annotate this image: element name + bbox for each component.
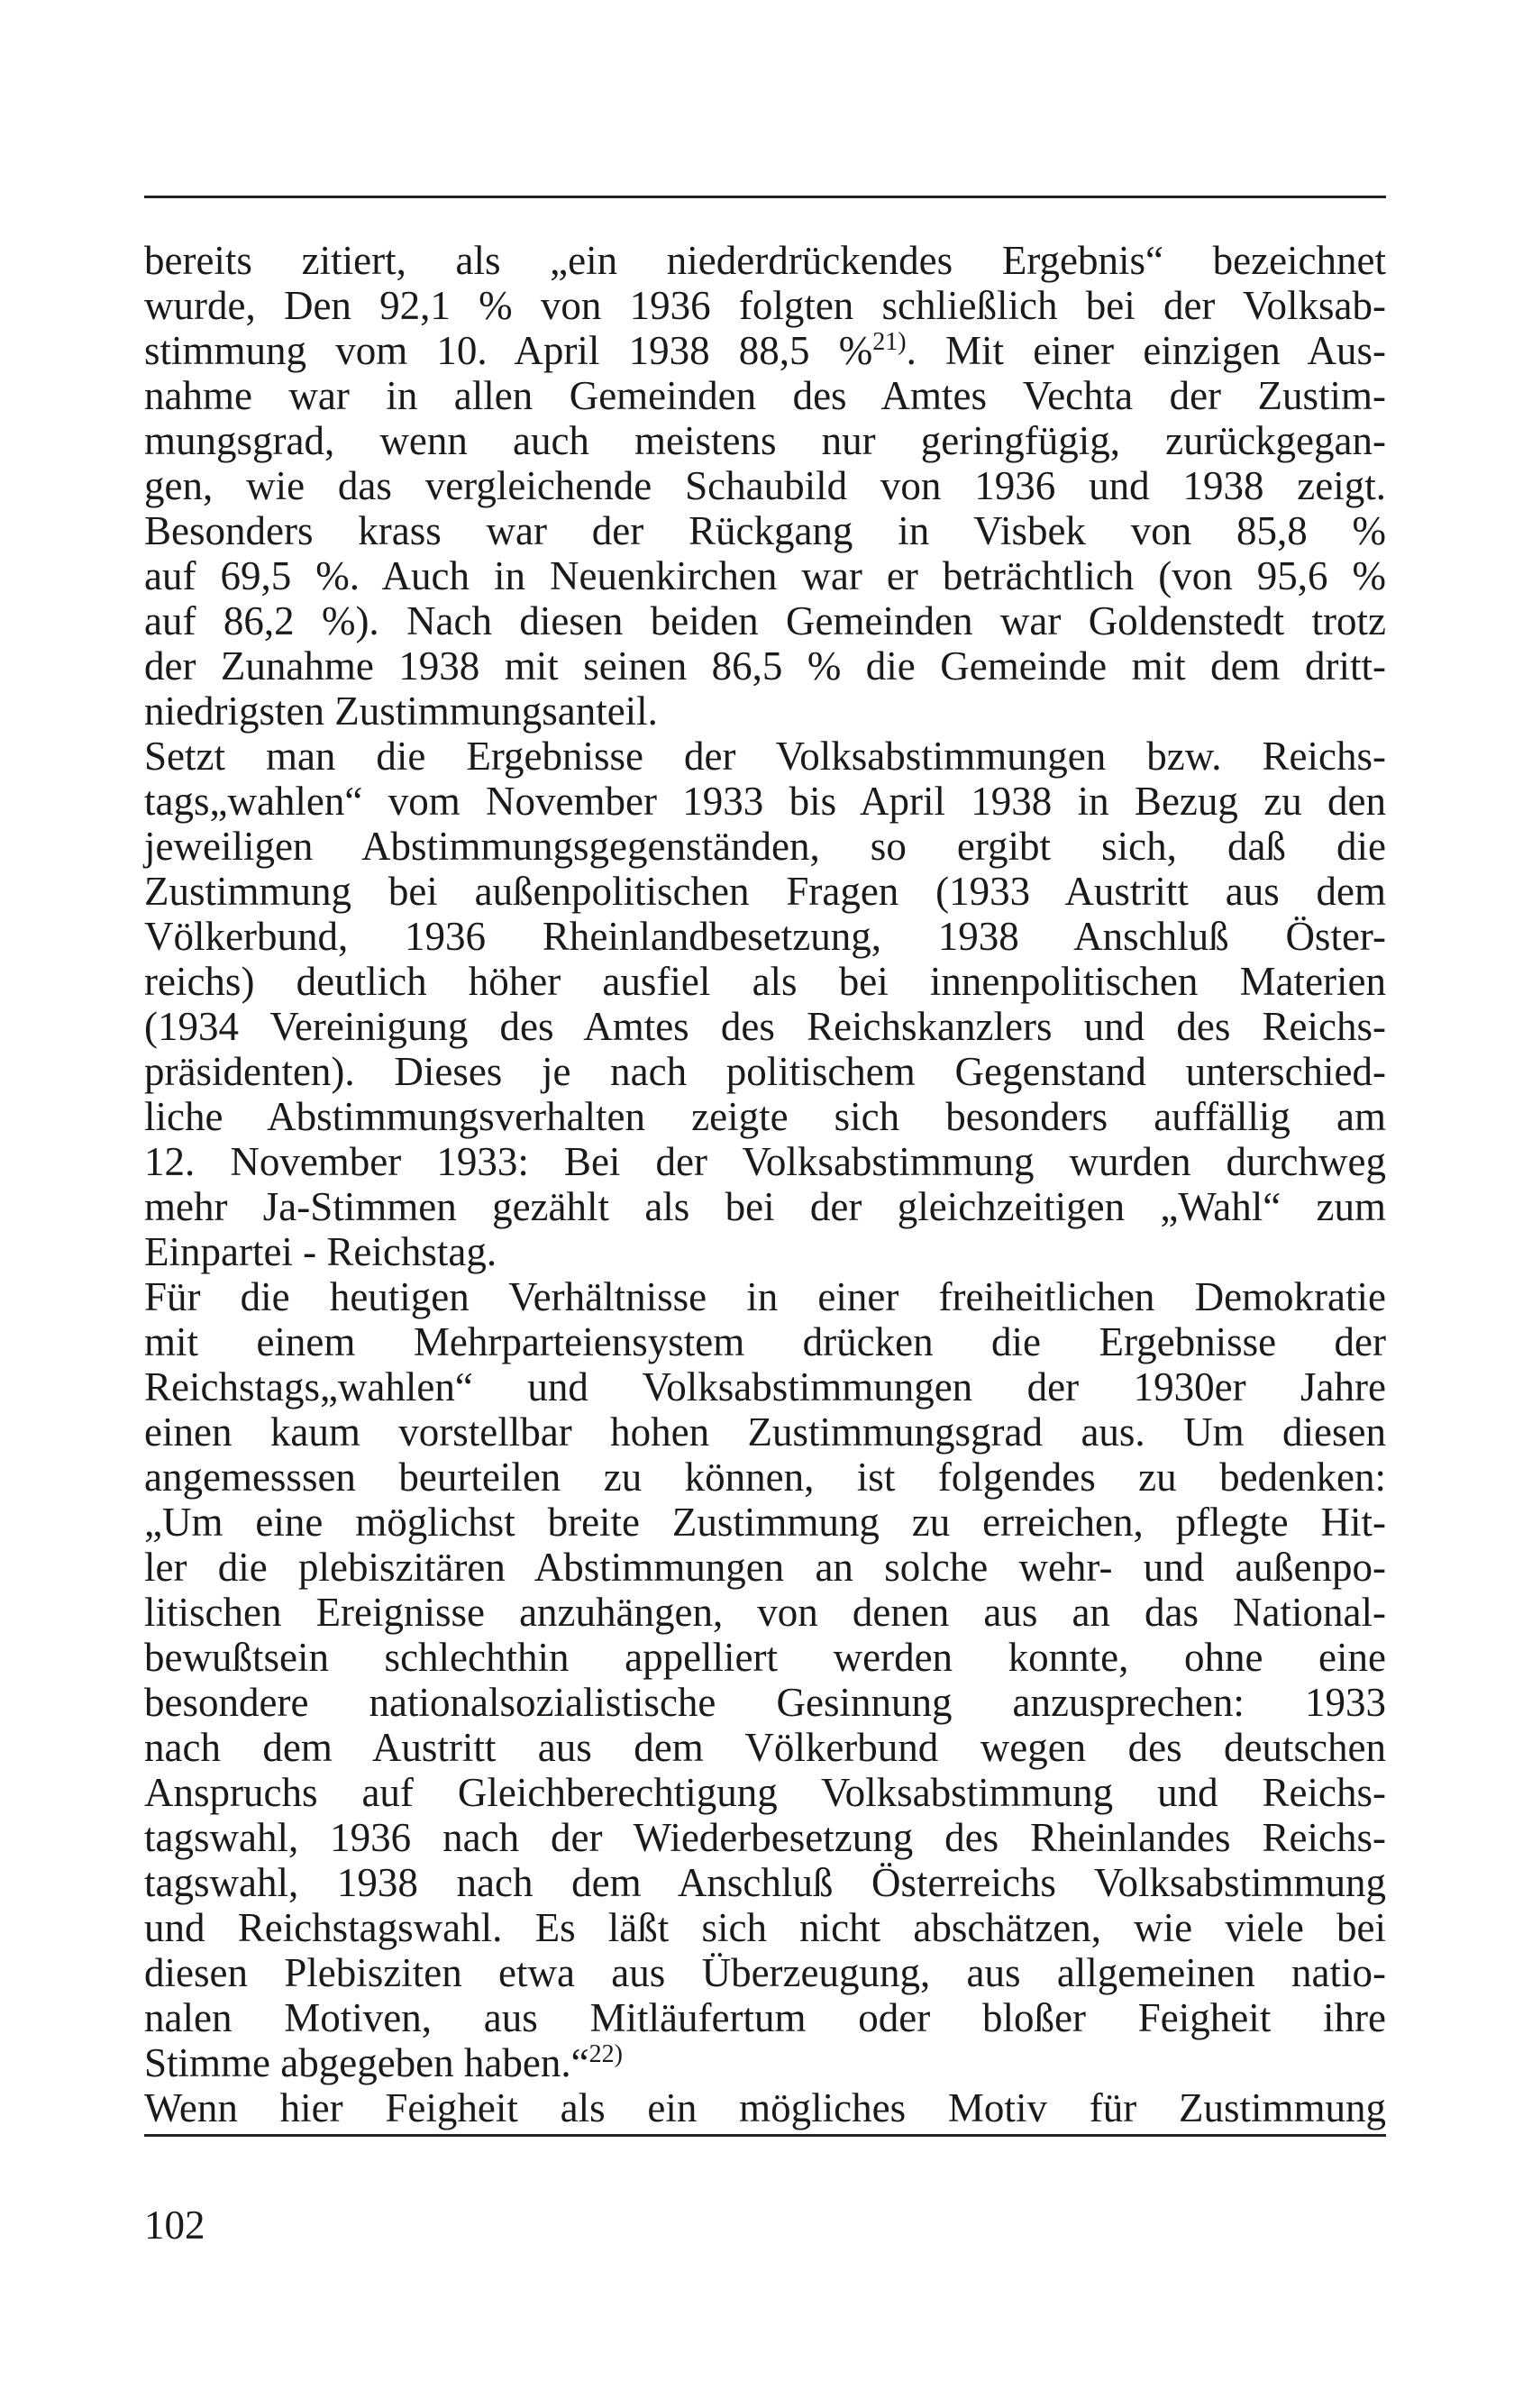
line-text: (1934 Vereinigung des Amtes des Reichskanzlers und des Reichs-: [144, 1004, 1386, 1049]
line-text: nach dem Austritt aus dem Völkerbund wegen des deutschen: [144, 1725, 1386, 1770]
line-text: mit einem Mehrparteiensystem drücken die Ergebnisse der: [144, 1319, 1386, 1364]
line-text: tagswahl, 1938 nach dem Anschluß Österreichs Volksabstimmung: [144, 1860, 1386, 1905]
body-text: [144, 238, 1386, 2130]
text-line: [144, 2085, 1386, 2130]
line-text: einen kaum vorstellbar hohen Zustimmungsgrad aus. Um diesen: [144, 1409, 1386, 1455]
line-text: tagswahl, 1936 nach der Wiederbesetzung des Rheinlandes Reichs-: [144, 1815, 1386, 1860]
text-line: [144, 1094, 1386, 1139]
text-line: [144, 553, 1386, 598]
text-line: [144, 869, 1386, 914]
line-text: mungsgrad, wenn auch meistens nur geringfügig, zurückgegan-: [144, 418, 1386, 463]
line-text: Für die heutigen Verhältnisse in einer freiheitlichen Demokratie: [144, 1274, 1386, 1319]
line-text: besondere nationalsozialistische Gesinnung anzusprechen: 1933: [144, 1680, 1386, 1725]
line-text: mehr Ja-Stimmen gezählt als bei der gleichzeitigen „Wahl“ zum: [144, 1184, 1386, 1229]
text-line: [144, 238, 1386, 283]
footnote-marker: 21): [872, 328, 907, 356]
text-line: [144, 1319, 1386, 1364]
line-text: ler die plebiszitären Abstimmungen an solche wehr- und außenpo-: [144, 1545, 1386, 1590]
text-line: [144, 1004, 1386, 1049]
text-line: [144, 1860, 1386, 1905]
text-line: [144, 824, 1386, 869]
line-text: auf 86,2 %). Nach diesen beiden Gemeinden war Goldenstedt trotz: [144, 598, 1386, 643]
text-line: [144, 1725, 1386, 1770]
text-line: [144, 1274, 1386, 1319]
text-line: [144, 1635, 1386, 1680]
text-line: [144, 1184, 1386, 1229]
line-text: Völkerbund, 1936 Rheinlandbesetzung, 1938 Anschluß Öster-: [144, 914, 1386, 959]
page-number: 102: [144, 2203, 205, 2248]
text-line: [144, 689, 1386, 734]
text-line: [144, 283, 1386, 328]
text-line: [144, 2040, 1386, 2085]
footer-rule: [144, 2134, 1386, 2137]
text-line: [144, 1905, 1386, 1950]
text-line: [144, 1770, 1386, 1815]
line-text: Setzt man die Ergebnisse der Volksabstimmungen bzw. Reichs-: [144, 734, 1386, 779]
line-text: Besonders krass war der Rückgang in Visbek von 85,8 %: [144, 508, 1386, 553]
line-text: Anspruchs auf Gleichberechtigung Volksabstimmung und Reichs-: [144, 1770, 1386, 1815]
text-line: [144, 598, 1386, 643]
text-line: [144, 1680, 1386, 1725]
line-text: 12. November 1933: Bei der Volksabstimmung wurden durchweg: [144, 1139, 1386, 1184]
line-text: Stimme abgegeben haben.“: [144, 2040, 589, 2085]
line-text: präsidenten). Dieses je nach politischem Gegenstand unterschied-: [144, 1049, 1386, 1094]
line-text: gen, wie das vergleichende Schaubild von 1936 und 1938 zeigt.: [144, 463, 1386, 508]
text-line: [144, 1500, 1386, 1545]
line-text: Einpartei - Reichstag.: [144, 1229, 497, 1274]
footnote-marker: 22): [588, 2040, 623, 2068]
text-line: [144, 1409, 1386, 1455]
header-rule: [144, 196, 1386, 198]
text-line: [144, 914, 1386, 959]
text-line: [144, 373, 1386, 418]
text-line: [144, 1590, 1386, 1635]
line-text: liche Abstimmungsverhalten zeigte sich besonders auffällig am: [144, 1094, 1386, 1139]
text-line: [144, 1229, 1386, 1274]
line-text: der Zunahme 1938 mit seinen 86,5 % die Gemeinde mit dem dritt-: [144, 643, 1386, 689]
line-text: reichs) deutlich höher ausfiel als bei innenpolitischen Materien: [144, 959, 1386, 1004]
line-text: Zustimmung bei außenpolitischen Fragen (1933 Austritt aus dem: [144, 869, 1386, 914]
text-line: [144, 959, 1386, 1004]
text-line: [144, 1049, 1386, 1094]
text-line: [144, 1950, 1386, 1995]
line-text: wurde, Den 92,1 % von 1936 folgten schließlich bei der Volksab-: [144, 283, 1386, 328]
line-text: angemesssen beurteilen zu können, ist folgendes zu bedenken:: [144, 1455, 1386, 1500]
text-line: [144, 508, 1386, 553]
line-text: . Mit einer einzigen Aus-: [906, 328, 1387, 373]
line-text: diesen Plebisziten etwa aus Überzeugung, aus allgemeinen natio-: [144, 1950, 1386, 1995]
line-text: tags„wahlen“ vom November 1933 bis April 1938 in Bezug zu den: [144, 779, 1386, 824]
text-line: [144, 463, 1386, 508]
text-line: [144, 1995, 1386, 2040]
text-line: [144, 779, 1386, 824]
line-text: nalen Motiven, aus Mitläufertum oder bloßer Feigheit ihre: [144, 1995, 1386, 2040]
text-line: [144, 734, 1386, 779]
line-text: niedrigsten Zustimmungsanteil.: [144, 689, 658, 734]
line-text: litischen Ereignisse anzuhängen, von denen aus an das National-: [144, 1590, 1386, 1635]
text-line: [144, 418, 1386, 463]
line-text: jeweiligen Abstimmungsgegenständen, so ergibt sich, daß die: [144, 824, 1386, 869]
line-text: bewußtsein schlechthin appelliert werden konnte, ohne eine: [144, 1635, 1386, 1680]
text-line: [144, 643, 1386, 689]
text-line: [144, 1455, 1386, 1500]
line-text: „Um eine möglichst breite Zustimmung zu erreichen, pflegte Hit-: [144, 1500, 1386, 1545]
line-text: Wenn hier Feigheit als ein mögliches Motiv für Zustimmung: [144, 2085, 1386, 2130]
text-line: [144, 1364, 1386, 1409]
line-text: auf 69,5 %. Auch in Neuenkirchen war er beträchtlich (von 95,6 %: [144, 553, 1386, 598]
line-text: Reichstags„wahlen“ und Volksabstimmungen der 1930er Jahre: [144, 1364, 1386, 1409]
line-text: und Reichstagswahl. Es läßt sich nicht abschätzen, wie viele bei: [144, 1905, 1386, 1950]
text-line: [144, 1545, 1386, 1590]
text-line: [144, 328, 1386, 373]
text-line: [144, 1139, 1386, 1184]
line-text: stimmung vom 10. April 1938 88,5 %: [144, 328, 873, 373]
line-text: nahme war in allen Gemeinden des Amtes Vechta der Zustim-: [144, 373, 1386, 418]
text-line: [144, 1815, 1386, 1860]
line-text: bereits zitiert, als „ein niederdrückendes Ergebnis“ bezeichnet: [144, 238, 1386, 283]
